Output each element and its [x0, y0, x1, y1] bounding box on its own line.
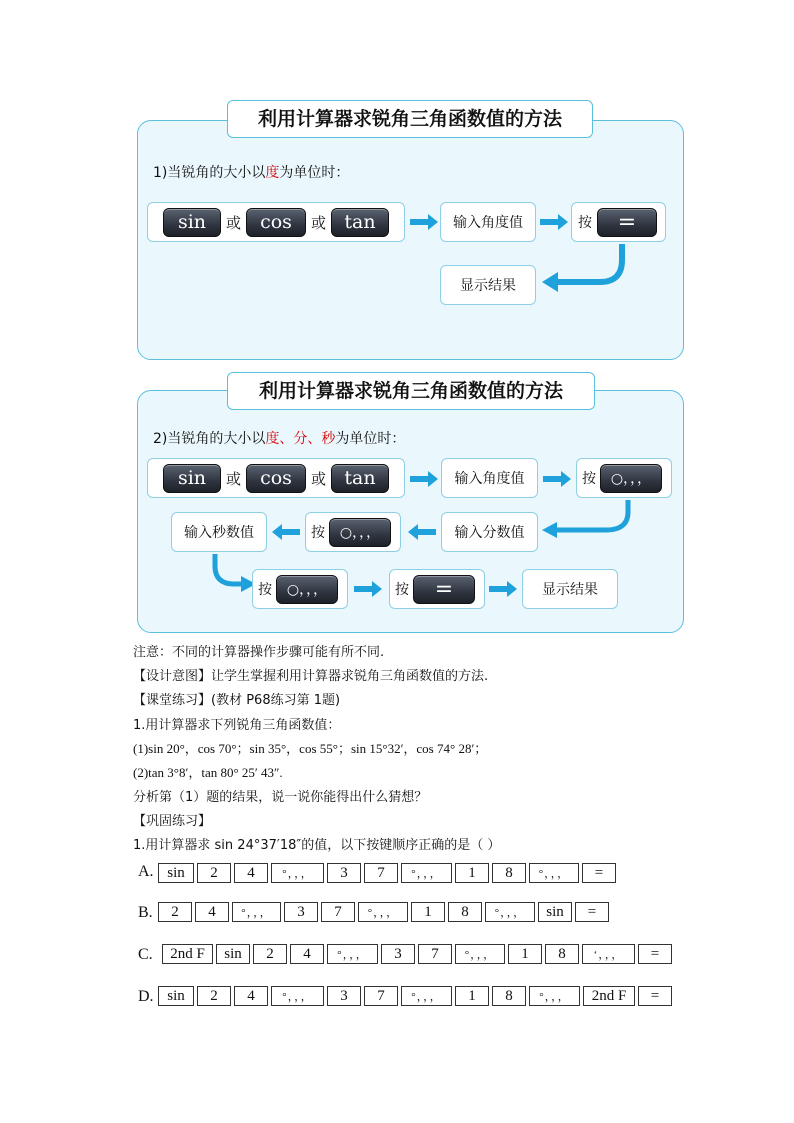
key-cell: 4 — [234, 863, 268, 883]
key-cell: 7 — [364, 986, 398, 1006]
key-cell: = — [575, 902, 609, 922]
key-cell: 4 — [290, 944, 324, 964]
equals-key: = — [597, 208, 657, 237]
option-c-keys — [162, 944, 675, 964]
input-angle-label: 输入角度值 — [453, 215, 523, 231]
arrow-left-icon — [272, 524, 300, 540]
option-d-label: D. — [138, 988, 154, 1005]
or-label: 或 — [225, 469, 241, 488]
cos-key: cos — [246, 464, 306, 493]
or-label: 或 — [311, 469, 327, 488]
press-dms-box — [305, 512, 401, 552]
key-cell: 7 — [418, 944, 452, 964]
key-cell: 3 — [327, 863, 361, 883]
key-cell: °，，， — [358, 902, 408, 922]
arrow-right-icon — [410, 471, 438, 487]
press-equals-box — [389, 569, 485, 609]
heading-suffix: 为单位时： — [335, 431, 406, 447]
heading-suffix: 为单位时： — [279, 165, 350, 181]
key-cell: 3 — [327, 986, 361, 1006]
heading-prefix: 2)当锐角的大小以 — [153, 431, 266, 447]
key-cell: 3 — [381, 944, 415, 964]
option-c-label: C. — [138, 946, 153, 963]
key-cell: °，，， — [271, 986, 324, 1006]
press-label: 按 — [582, 471, 596, 487]
input-seconds-label: 输入秒数值 — [184, 525, 254, 541]
input-minutes-box — [441, 512, 538, 552]
key-cell: 8 — [492, 863, 526, 883]
heading-highlight: 度、分、秒 — [265, 431, 336, 447]
class-practice-heading: 【课堂练习】(教材 P68练习第 1题) — [133, 693, 341, 708]
key-cell: °，，， — [455, 944, 505, 964]
heading-highlight: 度 — [265, 165, 280, 181]
dms-key: ○，，， — [329, 518, 391, 547]
input-minutes-label: 输入分数值 — [454, 525, 525, 541]
key-cell: 2 — [197, 863, 231, 883]
key-cell: sin — [158, 863, 194, 883]
cos-key: cos — [246, 208, 306, 237]
key-cell: °，，， — [529, 986, 580, 1006]
panel-title: 利用计算器求锐角三角函数值的方法 — [227, 100, 593, 138]
key-cell: °，，， — [327, 944, 378, 964]
key-cell: 1 — [411, 902, 445, 922]
tan-key: tan — [331, 208, 389, 237]
question-2: 1.用计算器求 sin 24°37′18″的值，以下按键顺序正确的是（ ） — [133, 838, 501, 853]
key-cell: = — [638, 944, 672, 964]
key-cell: 8 — [448, 902, 482, 922]
heading-prefix: 1)当锐角的大小以 — [153, 165, 266, 181]
key-cell: 4 — [195, 902, 229, 922]
or-label: 或 — [225, 213, 241, 232]
key-cell: °，，， — [232, 902, 281, 922]
input-angle-label: 输入角度值 — [454, 471, 525, 487]
press-label: 按 — [311, 525, 325, 541]
key-cell: 7 — [364, 863, 398, 883]
panel-heading — [153, 428, 405, 448]
key-cell: °，，， — [485, 902, 535, 922]
analysis-question: 分析第（1）题的结果，说一说你能得出什么猜想？ — [133, 790, 428, 805]
option-a-label: A. — [138, 863, 154, 880]
show-result-label: 显示结果 — [542, 582, 598, 598]
sin-key: sin — [163, 464, 221, 493]
press-equals-box — [571, 202, 666, 242]
key-cell: = — [582, 863, 616, 883]
dms-key: ○，，， — [600, 464, 662, 493]
option-b-label: B. — [138, 904, 153, 921]
press-label: 按 — [578, 215, 592, 231]
key-cell: 2 — [253, 944, 287, 964]
key-cell: = — [638, 986, 672, 1006]
key-cell: sin — [216, 944, 250, 964]
show-result-label: 显示结果 — [460, 278, 516, 294]
question-1: 1.用计算器求下列锐角三角函数值： — [133, 718, 341, 733]
press-label: 按 — [258, 582, 272, 598]
key-cell: 8 — [492, 986, 526, 1006]
key-cell: ‘，，， — [582, 944, 635, 964]
key-cell: 8 — [545, 944, 579, 964]
arrow-left-icon — [408, 524, 436, 540]
press-label: 按 — [395, 582, 409, 598]
note-text: 注意：不同的计算器操作步骤可能有所不同. — [133, 645, 385, 660]
tan-key: tan — [331, 464, 389, 493]
input-angle-box — [440, 202, 536, 242]
design-intent-text: 【设计意图】让学生掌握利用计算器求锐角三角函数值的方法. — [133, 669, 489, 684]
arrow-right-icon — [489, 581, 517, 597]
key-cell: 3 — [284, 902, 318, 922]
arrow-right-icon — [543, 471, 571, 487]
key-cell: °，，， — [529, 863, 579, 883]
key-cell: 1 — [455, 986, 489, 1006]
equals-key: = — [413, 575, 475, 604]
key-cell: sin — [158, 986, 194, 1006]
key-cell: 7 — [321, 902, 355, 922]
key-cell: sin — [538, 902, 572, 922]
trig-keys-box — [147, 458, 405, 498]
dms-key: ○，，， — [276, 575, 338, 604]
key-cell: 4 — [234, 986, 268, 1006]
show-result-box — [522, 569, 618, 609]
curved-arrow-icon — [540, 500, 632, 540]
or-label: 或 — [311, 213, 327, 232]
question-1-part-a: (1)sin 20°，cos 70°；sin 35°，cos 55°；sin 15°32′，cos 74° 28′； — [133, 741, 488, 756]
key-cell: 2nd F — [583, 986, 635, 1006]
key-cell: °，，， — [401, 863, 452, 883]
input-angle-box — [441, 458, 538, 498]
arrow-right-icon — [540, 214, 568, 230]
key-cell: 2 — [158, 902, 192, 922]
curved-arrow-icon — [208, 554, 256, 594]
option-b-keys — [158, 902, 612, 922]
option-d-keys — [158, 986, 675, 1006]
question-1-part-b: (2)tan 3°8′，tan 80° 25′ 43″. — [133, 765, 283, 780]
key-cell: 2nd F — [162, 944, 213, 964]
key-cell: °，，， — [271, 863, 324, 883]
sin-key: sin — [163, 208, 221, 237]
option-a-keys — [158, 863, 619, 883]
key-cell: 1 — [455, 863, 489, 883]
key-cell: 2 — [197, 986, 231, 1006]
input-seconds-box — [171, 512, 267, 552]
key-cell: °，，， — [401, 986, 452, 1006]
arrow-right-icon — [354, 581, 382, 597]
trig-keys-box — [147, 202, 405, 242]
panel-heading — [153, 162, 349, 182]
key-cell: 1 — [508, 944, 542, 964]
press-dms-box — [576, 458, 672, 498]
arrow-right-icon — [410, 214, 438, 230]
press-dms-box — [252, 569, 348, 609]
consolidation-heading: 【巩固练习】 — [133, 814, 212, 829]
curved-arrow-icon — [540, 244, 630, 296]
panel-title: 利用计算器求锐角三角函数值的方法 — [227, 372, 595, 410]
show-result-box — [440, 265, 536, 305]
